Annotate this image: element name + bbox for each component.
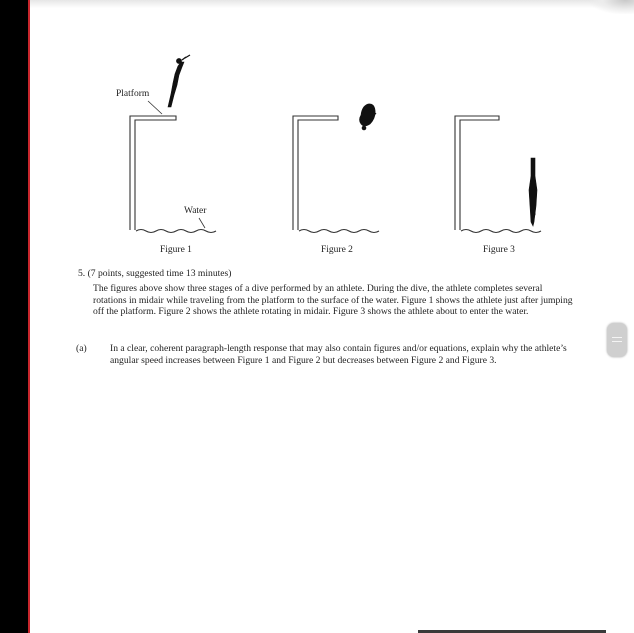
part-a-letter: (a) (76, 343, 87, 354)
question-number-line: 5. (7 points, suggested time 13 minutes) (78, 268, 232, 279)
figure-3-diver (529, 158, 537, 226)
figure-2-diver (360, 104, 377, 130)
figure-1-diver (168, 55, 190, 107)
dive-figures (0, 0, 634, 270)
figure-3-caption: Figure 3 (483, 245, 515, 255)
part-a-text: In a clear, coherent paragraph-length response that may also contain figures and/or equations, explain why the athlete’s angular speed increases between Figure 1 and Figure 2 but decreases between Figure 2 and Figure 3. (110, 343, 567, 366)
question-part-a (76, 343, 595, 366)
scroll-handle-icon[interactable] (607, 323, 627, 357)
figure-1-caption: Figure 1 (160, 245, 192, 255)
platform-label: Platform (116, 89, 150, 99)
water-label: Water (184, 206, 207, 216)
figure-2-platform (293, 116, 379, 233)
figure-3-platform (455, 116, 541, 233)
question-body: The figures above show three stages of a dive performed by an athlete. During the dive, the athlete completes several rotations in midair while traveling from the platform to the surface of the water. Figure 1 shows the athlete just after jumping off the platform. Figure 2 shows the athlete rotating in midair. Figure 3 shows the athlete about to enter the water. (93, 283, 573, 318)
figure-2-caption: Figure 2 (321, 245, 353, 255)
